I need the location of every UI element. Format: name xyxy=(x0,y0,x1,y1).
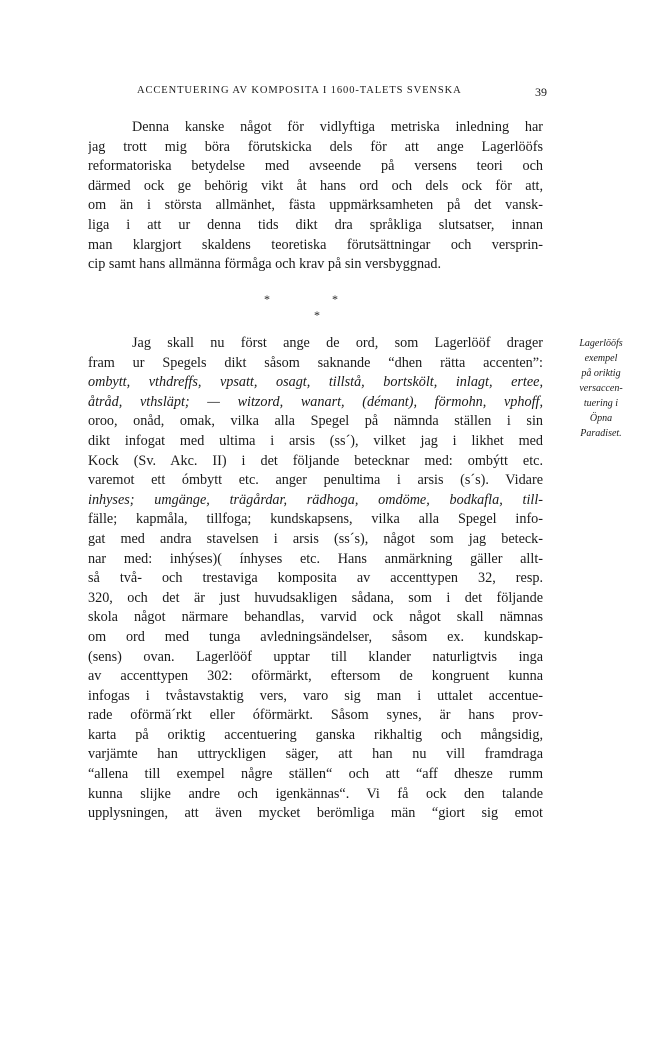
margin-note-line: Öpna xyxy=(589,413,613,424)
text-line: jag trott mig böra förutskicka dels för att ange Lagerlööfs xyxy=(88,138,543,155)
text-line: om ord med tunga avledningsändelser, såsom ex. kundskap- xyxy=(88,628,543,645)
page-number: 39 xyxy=(535,85,547,99)
margin-note-line: versaccen- xyxy=(579,383,623,394)
text-line: (sens) ovan. Lagerlööf upptar till klander naturligtvis inga xyxy=(88,648,543,665)
text-line: karta på oriktig accentuering ganska rikhaltig och mångsidig, xyxy=(88,726,543,743)
text-line: liga i att ur denna tids dikt dra språkliga slutsatser, innan xyxy=(88,216,543,233)
text-line: Kock (Sv. Akc. II) i det följande betecknar med: ombýtt etc. xyxy=(88,452,543,469)
text-line: kunna slijke andre och igenkännas“. Vi få ock den talande xyxy=(88,785,543,802)
text-line: fram ur Spegels dikt såsom saknande “dhen rätta accenten”: xyxy=(88,354,543,371)
text-line: cip samt hans allmänna förmåga och krav på sin versbyggnad. xyxy=(88,256,442,273)
margin-note-line: Paradiset. xyxy=(580,428,622,439)
text-line: rade oförmä´rkt eller óförmärkt. Såsom synes, är hans prov- xyxy=(88,707,543,724)
margin-note xyxy=(551,336,651,441)
margin-note-line: Lagerlööfs xyxy=(579,338,623,349)
paragraph-intro xyxy=(88,118,543,275)
text-line: åtråd, vthsläpt; — witzord, wanart, (démant), förmohn, vphoff, xyxy=(88,393,543,410)
margin-note-line: på oriktig xyxy=(581,368,621,379)
asterism-star-left: * xyxy=(264,292,270,306)
margin-note-line: exempel xyxy=(584,353,618,364)
text-line: oroo, onåd, omak, vilka alla Spegel på nämnda ställen i sin xyxy=(88,413,543,430)
text-line: varemot ett ómbytt etc. anger penultima i arsis (s´s). Vidare xyxy=(88,472,543,489)
text-line: så två- och trestaviga komposita av accenttypen 32, resp. xyxy=(88,570,543,587)
running-title: ACCENTUERING AV KOMPOSITA I 1600-TALETS SVENSKA xyxy=(137,85,462,96)
text-line: dikt infogat med ultima i arsis (ss´), vilket jag i likhet med xyxy=(88,432,543,449)
asterism-star-right: * xyxy=(332,292,338,306)
paragraph-main xyxy=(88,334,543,824)
text-line: skola något närmare behandlas, varvid ock något skall nämnas xyxy=(88,609,543,626)
text-line: inhyses; umgänge, trägårdar, rädhoga, omdöme, bodkafla, till- xyxy=(88,491,543,508)
text-line: 320, och det är just huvudsakligen sådana, som i det följande xyxy=(88,589,543,606)
text-line: nar med: inhýses)( ínhyses etc. Hans anmärkning gäller allt- xyxy=(88,550,543,567)
text-line: man klargjort skaldens teoretiska förutsättningar och versprin- xyxy=(88,236,543,253)
text-line: av accenttypen 302: oförmärkt, eftersom de kongruent kunna xyxy=(88,668,543,685)
text-line: ombytt, vthdreffs, vpsatt, osagt, tillstå, bortskölt, inlagt, ertee, xyxy=(88,374,543,391)
asterism-star-center: * xyxy=(314,308,320,322)
text-line: Denna kanske något för vidlyftiga metriska inledning har xyxy=(132,119,543,135)
text-line: om än i största allmänhet, fästa uppmärksamheten på det vansk- xyxy=(88,197,543,214)
text-line: fälle; kapmåla, tillfoga; kundskapsens, vilka alla Spegel info- xyxy=(88,511,543,528)
text-line: infogas i tvåstavstaktig vers, varo sig man i uttalet accentue- xyxy=(88,687,543,704)
text-line: reformatoriska betydelse med avseende på versens teori och xyxy=(88,158,543,175)
margin-note-line: tuering i xyxy=(583,398,619,409)
text-line: gat med andra stavelsen i arsis (ss´s), något som jag beteck- xyxy=(88,530,543,547)
running-header xyxy=(137,85,547,99)
text-line: “allena till exempel någre ställen“ och att “aff dhesze rumm xyxy=(88,766,543,783)
text-line: därmed ock ge behörig vikt åt hans ord och dels ock för att, xyxy=(88,177,543,194)
text-line: Jag skall nu först ange de ord, som Lagerlööf drager xyxy=(132,335,543,351)
text-line: varjämte han uttryckligen säger, att han nu vill framdraga xyxy=(88,746,543,763)
text-line: upplysningen, att även mycket berömliga män “giort sig emot xyxy=(88,805,543,822)
